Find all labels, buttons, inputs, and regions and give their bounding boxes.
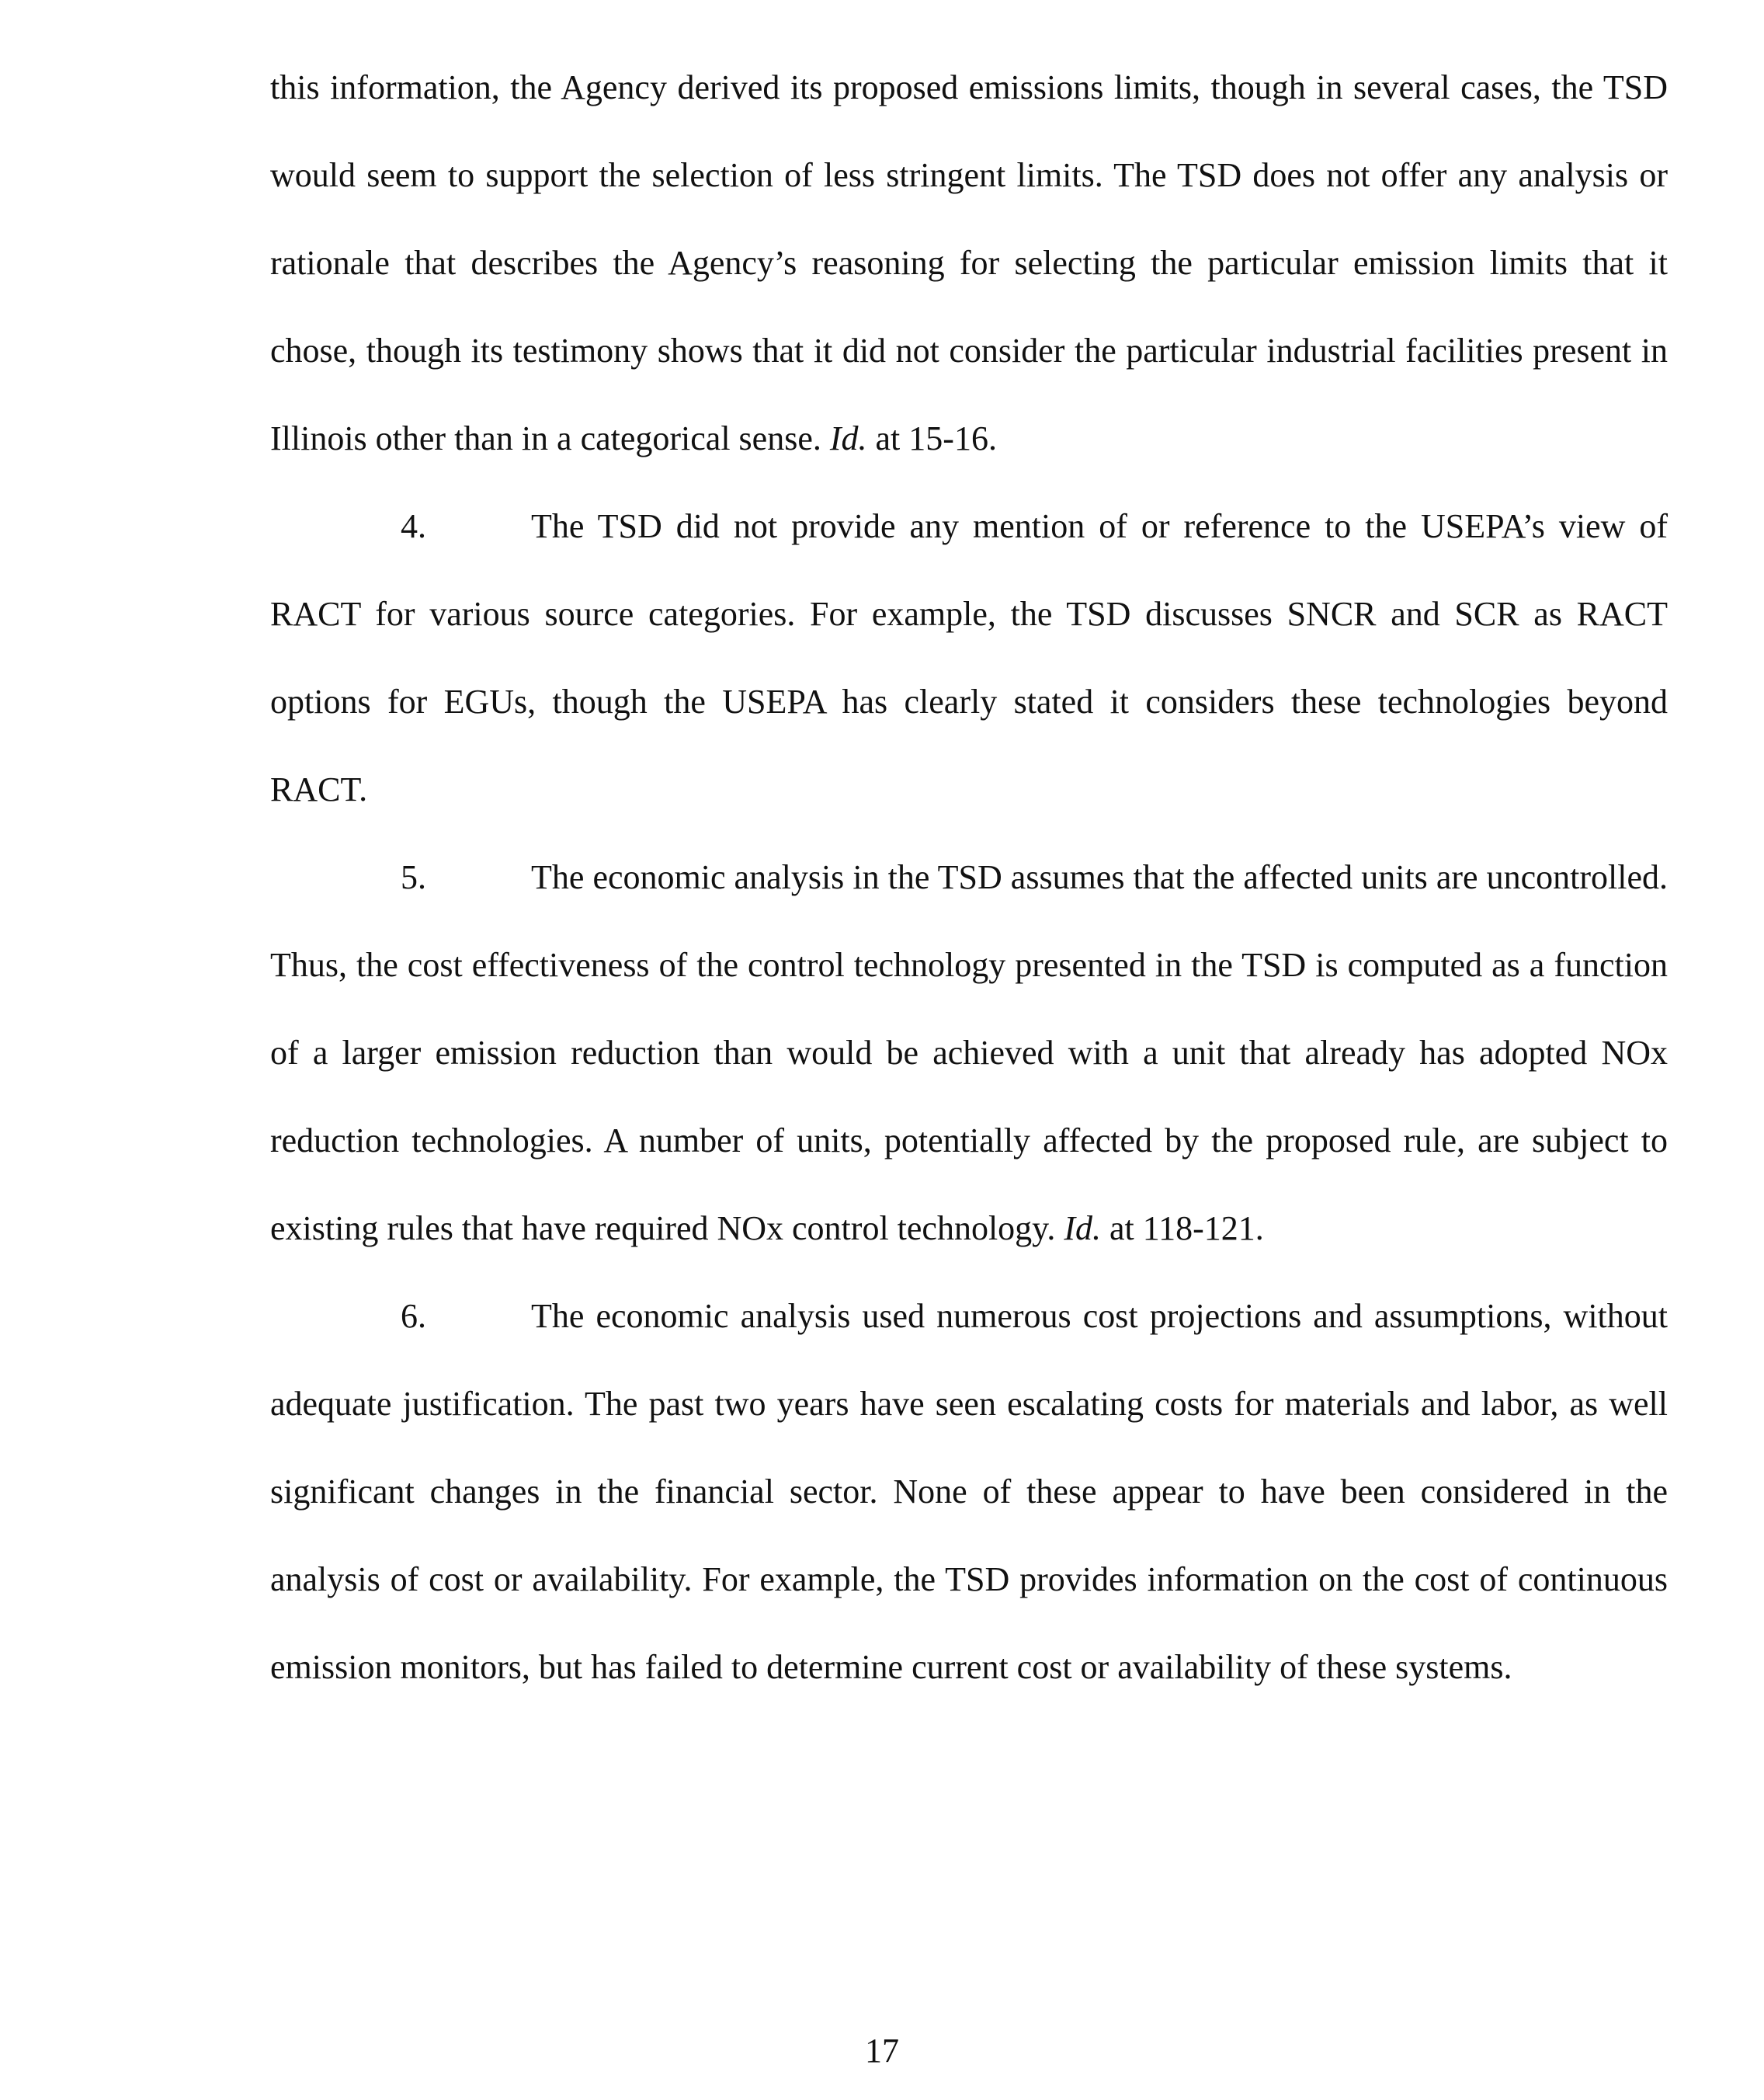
citation-pages: at 118-121. (1100, 1209, 1264, 1247)
paragraph-text: this information, the Agency derived its proposed emissions limits, though in several cases, the TSD would seem to support the selection of less stringent limits. The TSD does not offer any analysis or rationale that describes the Agency’s reasoning for selecting the particular emission limits that it chose, though its testimony shows that it did not consider the particular industrial facilities present in Illinois other than in a categorical sense. (270, 68, 1668, 457)
paragraph-continued (270, 43, 1668, 482)
citation-id: Id. (1064, 1209, 1101, 1247)
citation-pages: at 15-16. (866, 419, 997, 457)
paragraph-number: 6. (401, 1297, 426, 1335)
paragraph-number: 5. (401, 858, 426, 896)
page-number: 17 (865, 2032, 899, 2070)
paragraph-number: 4. (401, 507, 426, 545)
paragraph-6 (270, 1272, 1668, 1711)
paragraph-text: The economic analysis used numerous cost projections and assumptions, without adequate justification. The past two years have seen escalating costs for materials and labor, as well significant changes in the financial sector. None of these appear to have been considered in the analysis of cost or availability. For example, the TSD provides information on the cost of continuous emission monitors, but has failed to determine current cost or availability of these systems. (270, 1297, 1668, 1686)
document-body (270, 43, 1668, 1711)
paragraph-5 (270, 833, 1668, 1272)
paragraph-text: The TSD did not provide any mention of or reference to the USEPA’s view of RACT for various source categories. For example, the TSD discusses SNCR and SCR as RACT options for EGUs, though the USEPA has clearly stated it considers these technologies beyond RACT. (270, 507, 1668, 808)
citation-id: Id. (829, 419, 867, 457)
paragraph-text: The economic analysis in the TSD assumes that the affected units are uncontrolled. Thus, the cost effectiveness of the control technology presented in the TSD is computed as a function of a larger emission reduction than would be achieved with a unit that already has adopted NOx reduction technologies. A number of units, potentially affected by the proposed rule, are subject to existing rules that have required NOx control technology. (270, 858, 1668, 1247)
paragraph-4 (270, 482, 1668, 833)
